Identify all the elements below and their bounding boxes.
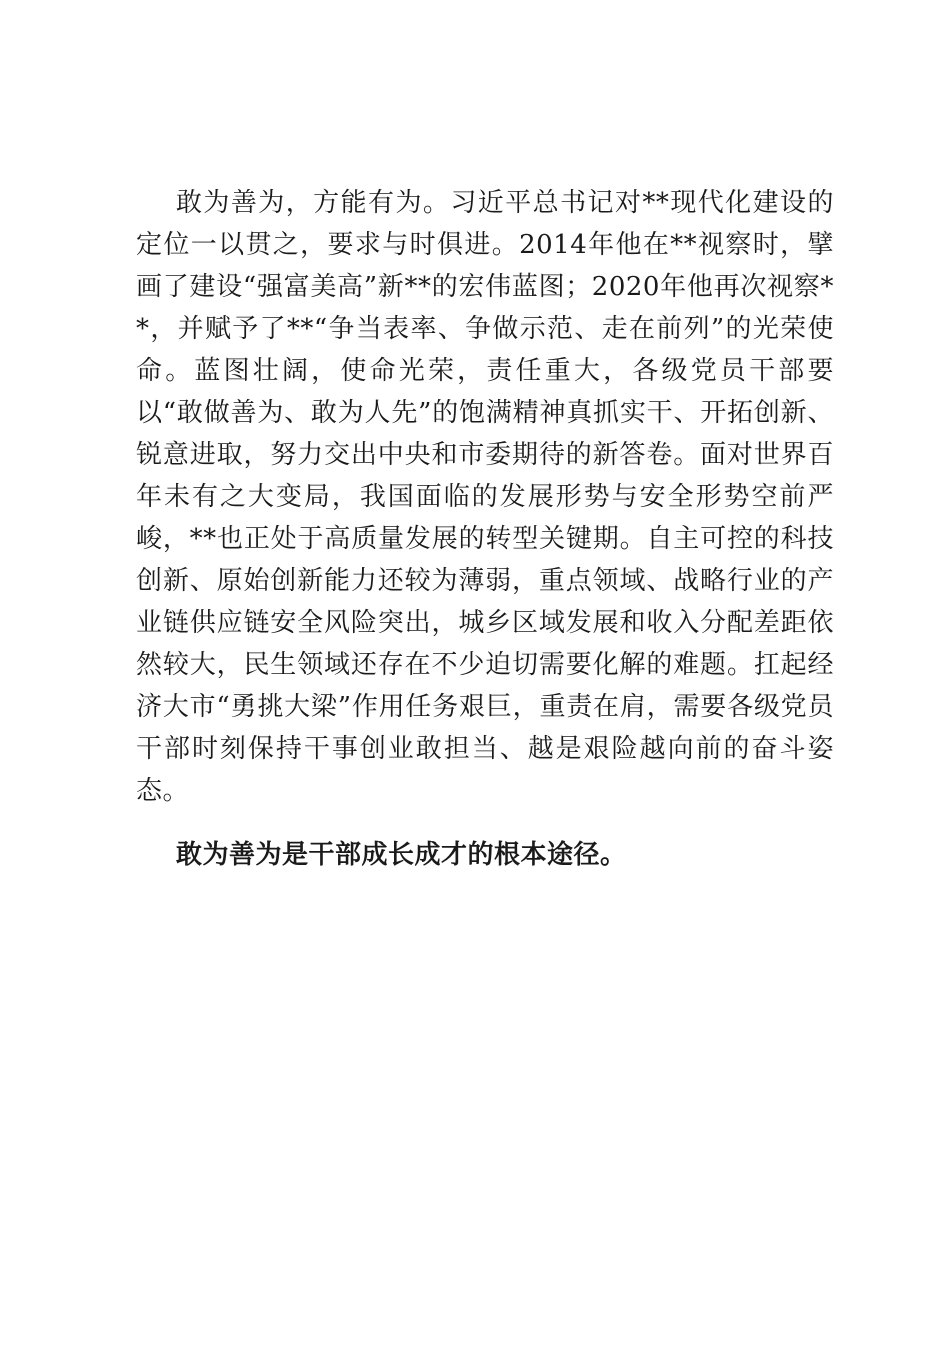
document-content <box>136 182 834 876</box>
section-heading: 敢为善为是干部成长成才的根本途径。 <box>176 840 627 870</box>
body-paragraph: 敢为善为，方能有为。习近平总书记对**现代化建设的定位一以贯之，要求与时俱进。2014年他在**视察时，擘画了建设“强富美高”新**的宏伟蓝图；2020年他再次视察**，并赋予了**“争当表率、争做示范、走在前列”的光荣使命。蓝图壮阔，使命光荣，责任重大，各级党员干部要以“敢做善为、敢为人先”的饱满精神真抓实干、开拓创新、锐意进取，努力交出中央和市委期待的新答卷。面对世界百年未有之大变局，我国面临的发展形势与安全形势空前严峻，**也正处于高质量发展的转型关键期。自主可控的科技创新、原始创新能力还较为薄弱，重点领域、战略行业的产业链供应链安全风险突出，城乡区域发展和收入分配差距依然较大，民生领域还存在不少迫切需要化解的难题。扛起经济大市“勇挑大梁”作用任务艰巨，重责在肩，需要各级党员干部时刻保持干事创业敢担当、越是艰险越向前的奋斗姿态。 <box>136 188 834 806</box>
